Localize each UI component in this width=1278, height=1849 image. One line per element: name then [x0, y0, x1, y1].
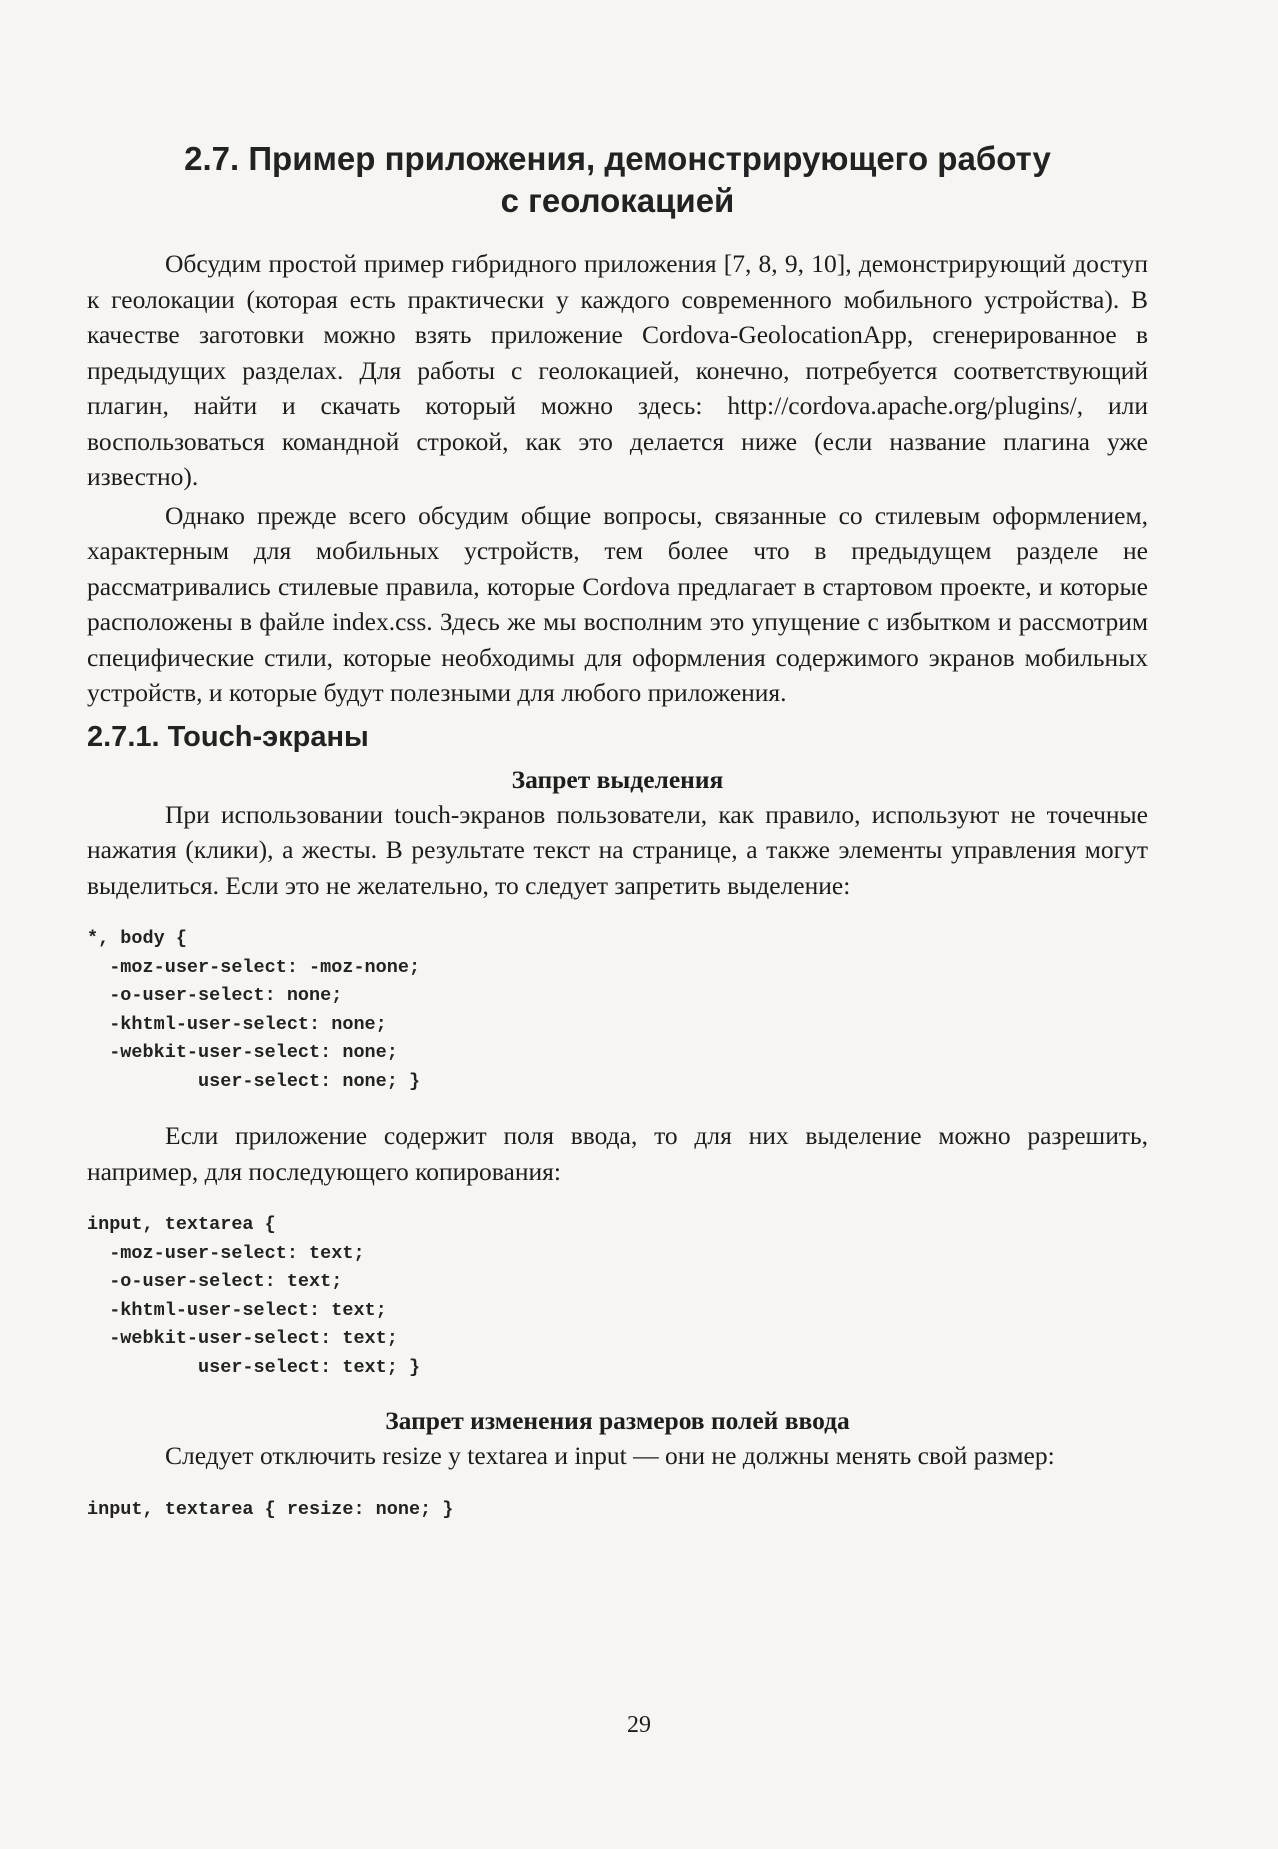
section-title	[87, 138, 1148, 222]
paragraph-touch-selection: При использовании touch-экранов пользователи, как правило, используют не точечные нажатия (клики), а жесты. В результате текст на странице, а также элементы управления могут выделиться. Если это не желательно, то следует запретить выделение:	[87, 799, 1148, 900]
heading-selection-ban: Запрет выделения	[511, 764, 724, 794]
paragraph-styles: Однако прежде всего обсудим общие вопросы, связанные со стилевым оформлением, характерным для мобильных устройств, тем более что в предыдущем разделе не рассматривались стилевые правила, которые Cordova предлагает в стартовом проекте, и которые расположены в файле index.css. Здесь же мы восполним это упущение с избытком и рассмотрим специфические стили, которые необходимы для оформления содержимого экранов мобильных устройств, и которые будут полезными для любого приложения.	[87, 500, 1148, 707]
section-title-line2: с геолокацией	[500, 182, 735, 219]
code-block-user-select-text: input, textarea { -moz-user-select: text; -o-user-select: text; -khtml-user-select: text; -webkit-user-select: text; user-select: text; }	[87, 1214, 421, 1378]
paragraph-intro: Обсудим простой пример гибридного приложения [7, 8, 9, 10], демонстрирующий доступ к геолокации (которая есть практически у каждого современного мобильного устройства). В качестве заготовки можно взять приложение Cordova-GeolocationApp, сгенерированное в предыдущих разделах. Для работы с геолокацией, конечно, потребуется соответствующий плагин, найти и скачать который можно здесь: http://cordova.apache.org/plugins/, или воспользоваться командной строкой, как это делается ниже (если название плагина уже известно).	[87, 249, 1148, 491]
subsection-title: 2.7.1. Touch-экраны	[87, 720, 369, 753]
paragraph-inputs-selection: Если приложение содержит поля ввода, то для них выделение можно разрешить, например, для последующего копирования:	[87, 1121, 1148, 1186]
paragraph-resize: Следует отключить resize у textarea и input — они не должны менять свой размер:	[165, 1441, 1055, 1470]
section-title-line1: 2.7. Пример приложения, демонстрирующего работу	[184, 140, 1051, 177]
page-number: 29	[627, 1712, 651, 1738]
heading-resize-ban: Запрет изменения размеров полей ввода	[385, 1406, 850, 1435]
code-block-resize-none: input, textarea { resize: none; }	[87, 1498, 454, 1520]
code-block-user-select-none: *, body { -moz-user-select: -moz-none; -o-user-select: none; -khtml-user-select: none; -webkit-user-select: none; user-select: none; }	[87, 928, 421, 1092]
